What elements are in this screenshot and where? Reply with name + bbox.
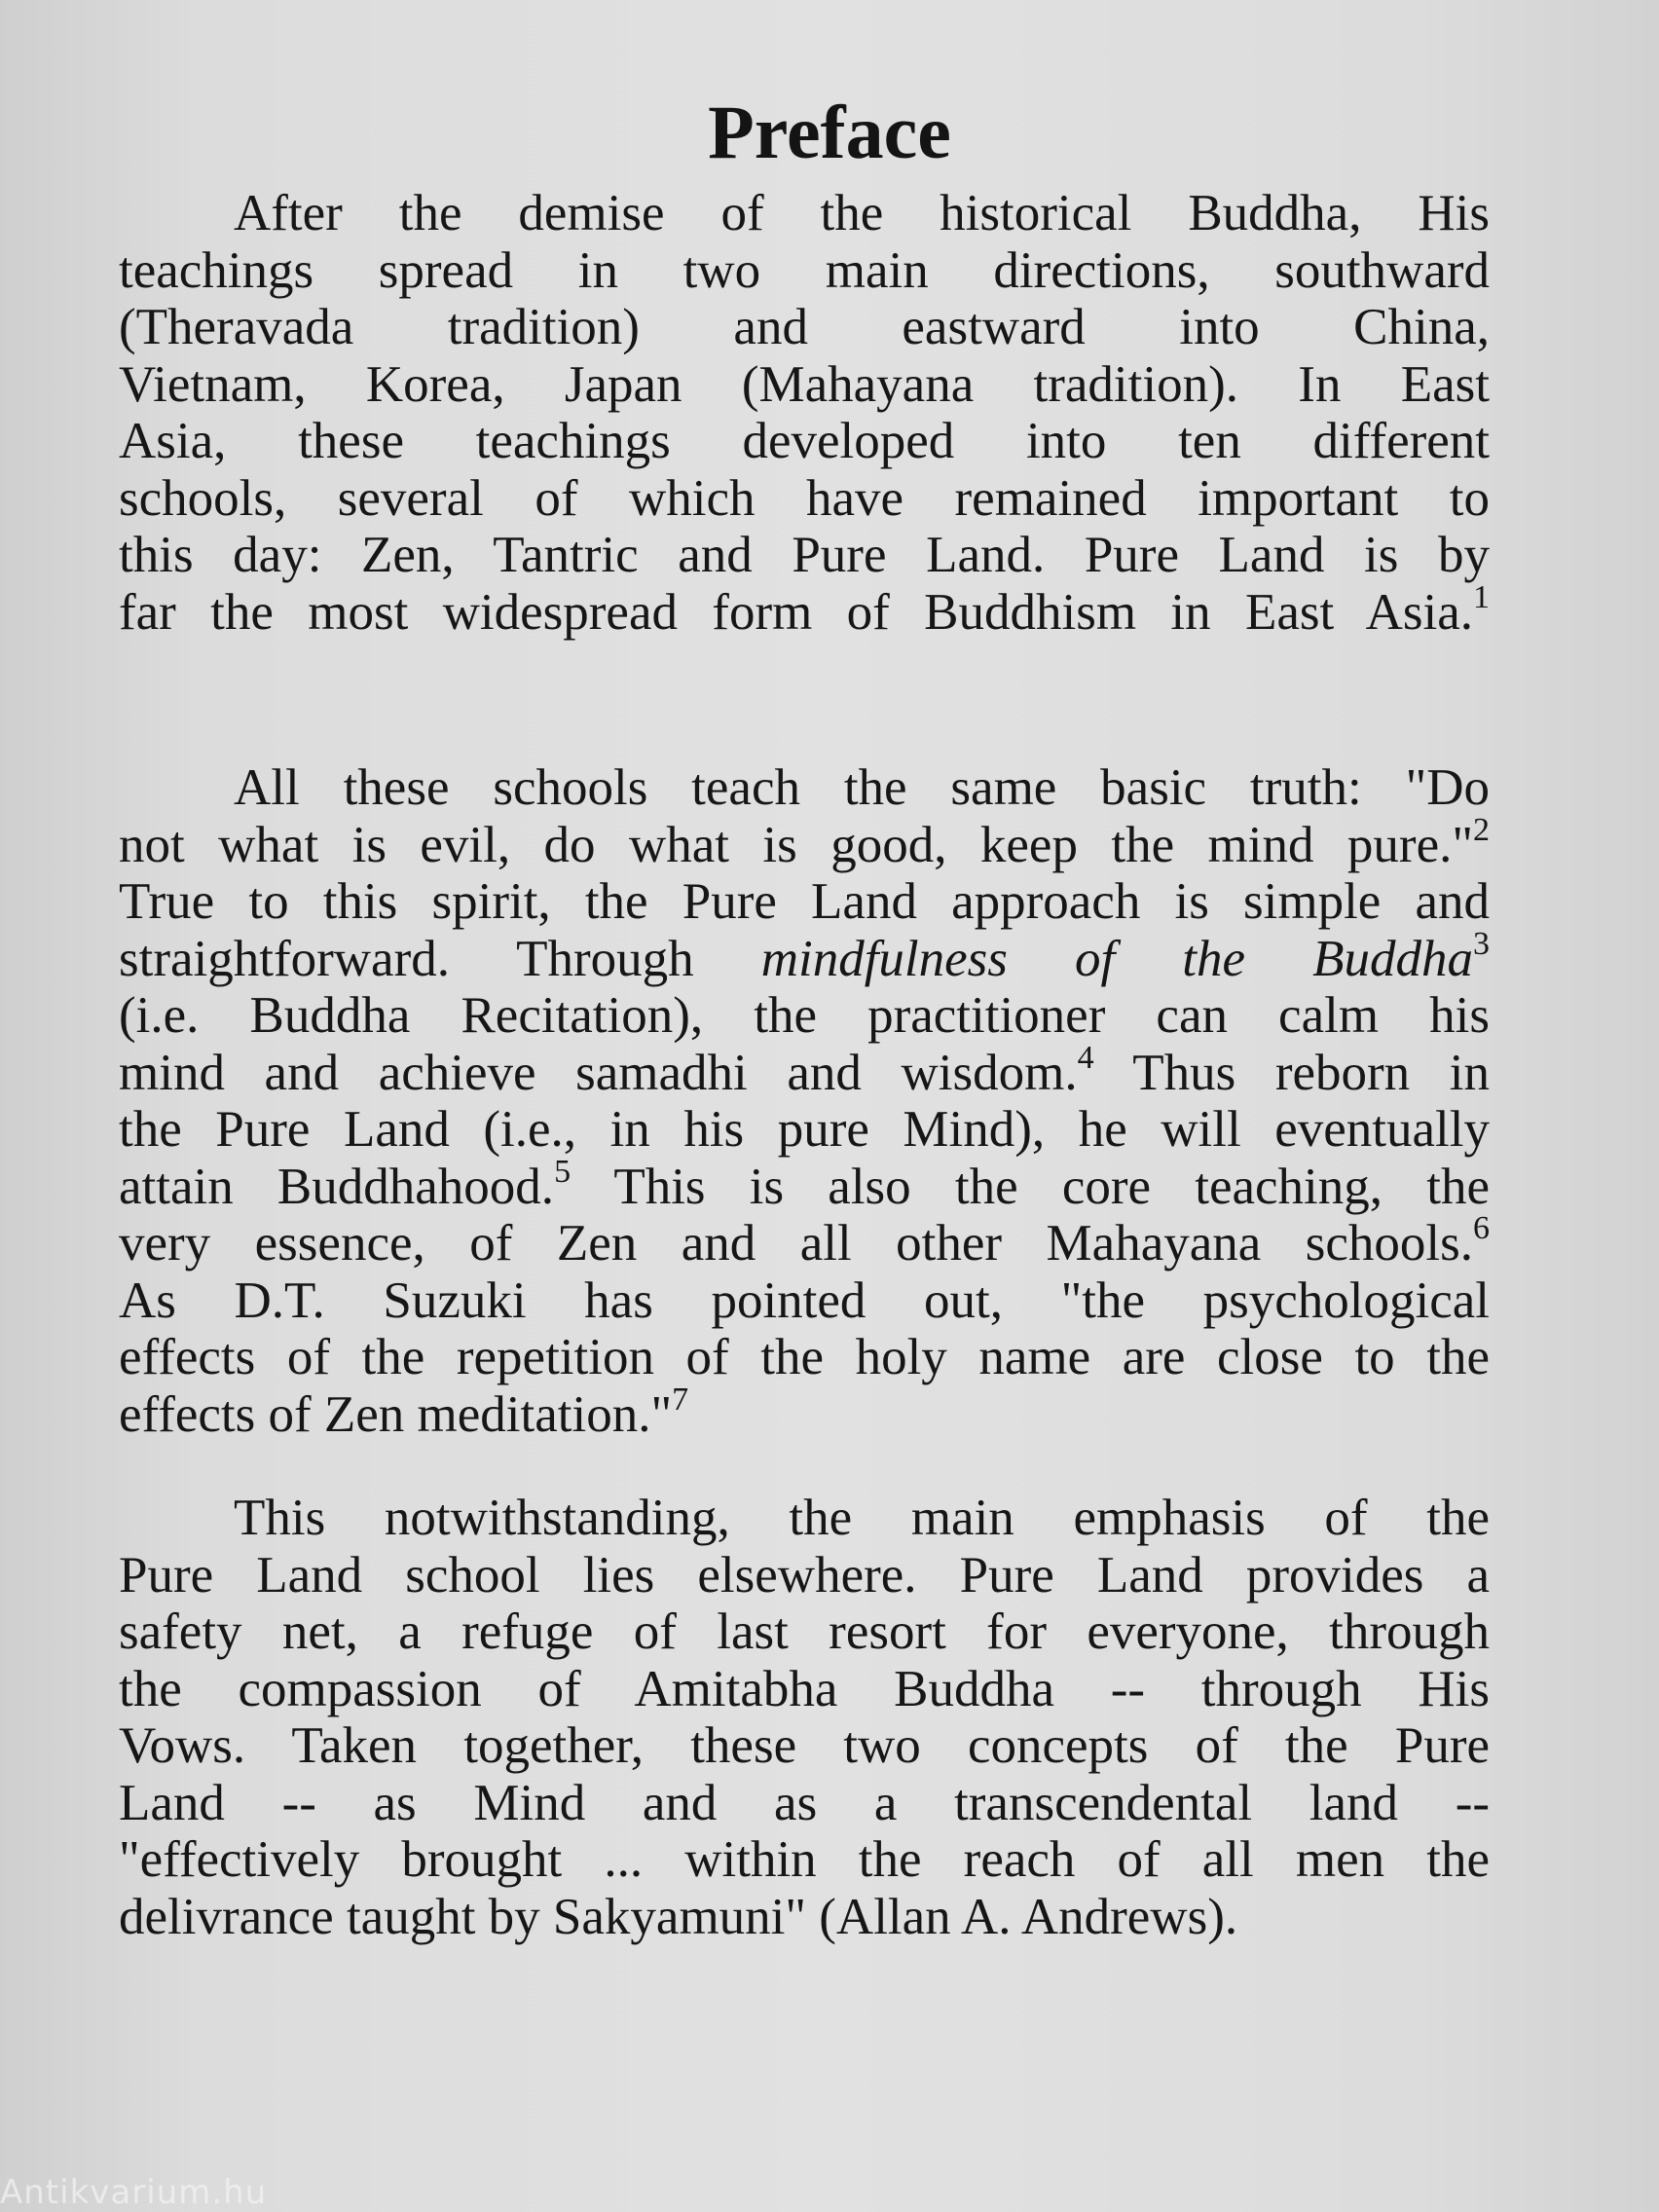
footnote-marker: 7 (672, 1381, 689, 1418)
text-line: delivrance taught by Sakyamuni" (Allan A. Andrews). (119, 1888, 1238, 1945)
watermark: Antikvarium.hu (0, 2173, 268, 2212)
text-line: straightforward. Through mindfulness of the Buddha$^3$ (119, 925, 1491, 987)
footnote-marker: 2 (1473, 811, 1490, 848)
text-line: After the demise of the historical Buddha, His (234, 185, 1490, 241)
text-line: schools, several of which have remained important to (119, 469, 1490, 527)
text-line: "effectively brought ... within the reach of all men the (119, 1831, 1490, 1888)
text-line: far the most widespread form of Buddhism in East Asia.$^1$ (119, 578, 1490, 641)
paragraph-1 (119, 185, 1490, 641)
text-line: Pure Land school lies elsewhere. Pure Land provides a (119, 1546, 1490, 1604)
text-line: This notwithstanding, the main emphasis of the (234, 1490, 1490, 1546)
text-line: the compassion of Amitabha Buddha -- through His (119, 1660, 1490, 1717)
text-line: safety net, a refuge of last resort for everyone, through (119, 1604, 1490, 1660)
footnote-marker: 6 (1473, 1210, 1490, 1246)
text-line: (Theravada tradition) and eastward into China, (119, 299, 1490, 355)
text-line: As D.T. Suzuki has pointed out, "the psychological (119, 1272, 1490, 1329)
footnote-marker: 1 (1473, 578, 1490, 615)
paragraph-2 (119, 759, 1490, 1443)
paragraph-3 (119, 1490, 1490, 1945)
text-line: Land -- as Mind and as a transcendental land -- (119, 1774, 1490, 1831)
italic-phrase: mindfulness of the Buddha (760, 930, 1474, 987)
text-line: (i.e. Buddha Recitation), the practitioner can calm his (119, 987, 1490, 1044)
text-line: Vows. Taken together, these two concepts of the Pure (119, 1717, 1490, 1774)
text-line: Asia, these teachings developed into ten different (119, 413, 1490, 469)
footnote-marker: 5 (554, 1153, 571, 1190)
text-line: Vietnam, Korea, Japan (Mahayana tradition). In East (119, 355, 1490, 413)
text-line: All these schools teach the same basic truth: "Do (234, 759, 1490, 816)
text-line: very essence, of Zen and all other Mahayana schools.$^6$ (119, 1210, 1490, 1272)
text-line: attain Buddhahood.$^5$ This is also the core teaching, the (119, 1153, 1490, 1215)
page-title: Preface (708, 90, 951, 174)
text-line: not what is evil, do what is good, keep the mind pure."$^2$ (119, 811, 1490, 873)
text-line: teachings spread in two main directions, southward (119, 241, 1490, 299)
text-line: this day: Zen, Tantric and Pure Land. Pure Land is by (119, 527, 1490, 583)
text-line: the Pure Land (i.e., in his pure Mind), he will eventually (119, 1101, 1490, 1158)
text-line: mind and achieve samadhi and wisdom.$^4$ Thus reborn in (119, 1039, 1491, 1101)
footnote-marker: 4 (1077, 1039, 1094, 1076)
text-line: True to this spirit, the Pure Land approach is simple and (119, 873, 1490, 930)
text-line: effects of the repetition of the holy name are close to the (119, 1329, 1490, 1385)
footnote-marker: 3 (1473, 925, 1491, 962)
text-line: effects of Zen meditation."$^7$ (119, 1381, 689, 1443)
